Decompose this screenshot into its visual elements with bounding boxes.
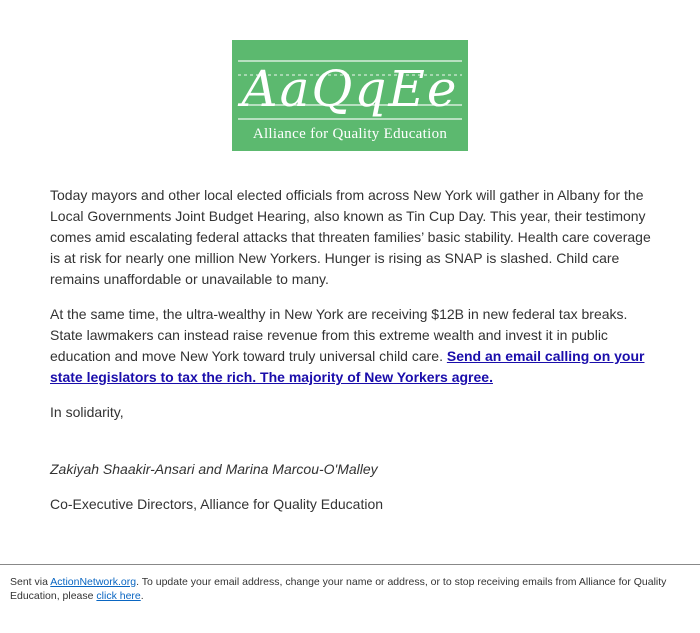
sign-off: In solidarity, <box>50 404 124 420</box>
paragraph-tin-cup-day: Today mayors and other local elected officials from across New York will gather in Albany for the Local Governments Joint Budget Hearing, also known as Tin Cup Day. This year, their testimony comes amid escalating federal attacks that threaten families’ basic stability. Health care coverage is at risk for nearly one million New Yorkers. Hunger is rising as SNAP is slashed. Child care remains unaffordable or unavailable to many. <box>50 187 651 287</box>
email-footer <box>10 575 690 603</box>
send-email-cta-link[interactable]: Send an email calling on your state legislators to tax the rich. The majority of New Yorkers agree. <box>50 348 645 385</box>
footer-sent-via: Sent via <box>10 576 48 588</box>
footer-end-punct: . <box>140 590 144 602</box>
paragraph-tax-breaks <box>50 304 655 388</box>
footer-divider <box>0 564 700 565</box>
signature-names: Zakiyah Shaakir-Ansari and Marina Marcou-O'Malley <box>50 461 378 477</box>
footer-unsubscribe-text: . To update your email address, change your name or address, or to stop receiving emails from Alliance for Quality Education, please <box>10 576 667 602</box>
logo-subtitle: Alliance for Quality Education <box>252 126 448 142</box>
aqe-logo <box>232 40 468 151</box>
email-body <box>50 185 655 529</box>
paragraph-tax-breaks-text: At the same time, the ultra-wealthy in New York are receiving $12B in new federal tax breaks. State lawmakers can instead raise revenue from this extreme wealth and invest it in public education and move New York toward truly universal child care. <box>50 306 628 364</box>
signature-title: Co-Executive Directors, Alliance for Quality Education <box>50 496 384 512</box>
logo-script-text: AaQqEe <box>241 60 459 118</box>
actionnetwork-link[interactable]: ActionNetwork.org <box>50 576 137 588</box>
click-here-link[interactable]: click here <box>96 590 141 602</box>
